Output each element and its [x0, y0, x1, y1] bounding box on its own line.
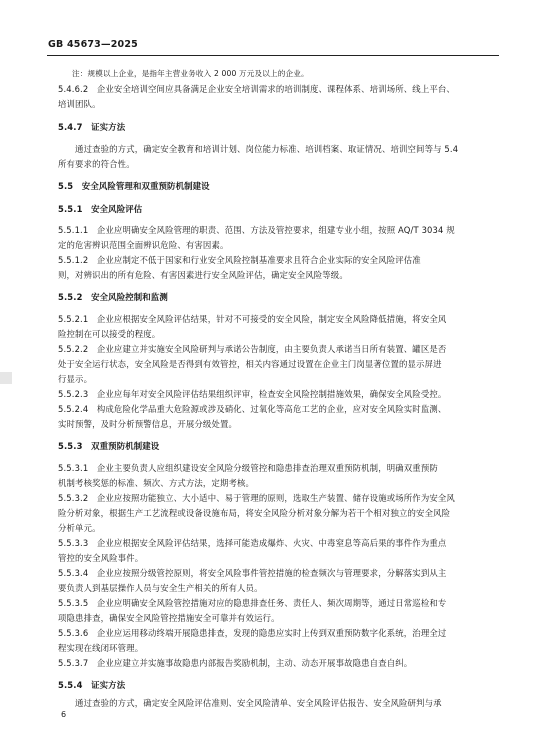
section-heading: 5.5.4 证实方法	[58, 680, 126, 690]
text-line: 5.5.3.4 企业应按照分级管控原则，将安全风险事件管控措施的检查频次与管理要求，分解落实到从主	[58, 568, 447, 578]
text-line: 处于安全运行状态，安全风险是否得到有效管控，相关内容通过设置在企业主门岗显著位置的显示屏进	[58, 359, 442, 369]
section-heading: 5.5.1 安全风险评估	[58, 204, 143, 214]
text-line: 5.5.3.2 企业应按照功能独立、大小适中、易于管理的原则，选取生产装置、储存设施或场所作为安全风	[58, 493, 455, 503]
text-line: 机制考核奖惩的标准、频次、方式方法，定期考核。	[58, 478, 255, 488]
section-heading: 5.5.2 安全风险控制和监测	[58, 292, 168, 302]
page-number: 6	[61, 710, 67, 719]
text-line: 5.5.3.6 企业应运用移动终端开展隐患排查，发现的隐患应实时上传到双重预防数字化系统，治理全过	[58, 628, 447, 638]
text-line: 培训团队。	[58, 99, 101, 109]
text-line: 通过查验的方式，确定安全教育和培训计划、岗位能力标准、培训档案、取证情况、培训空间等与 5.4	[58, 144, 459, 154]
text-line: 定的危害辨识范围全面辨识危险、有害因素。	[58, 240, 229, 250]
text-line: 管控的安全风险事件。	[58, 553, 144, 563]
text-line: 5.5.3.3 企业应根据安全风险评估结果，选择可能造成爆炸、火灾、中毒窒息等高后果的事件作为重点	[58, 538, 447, 548]
page-edge-mark	[0, 372, 12, 384]
text-line: 程实现在线闭环管理。	[58, 643, 144, 653]
text-line: 5.5.1.1 企业应明确安全风险管理的职责、范围、方法及管控要求，组建专业小组，按照 AQ/T 3034 规	[58, 225, 455, 235]
text-line: 所有要求的符合性。	[58, 159, 135, 169]
header-rule	[47, 55, 499, 56]
text-line: 则，对辨识出的所有危险、有害因素进行安全风险评估，确定安全风险等级。	[58, 270, 348, 280]
text-line: 行显示。	[58, 374, 93, 384]
text-line: 项隐患排查，确保安全风险管控措施安全可靠并有效运行。	[58, 613, 280, 623]
text-line: 要负责人到基层操作人员与安全生产相关的所有人员。	[58, 583, 263, 593]
text-line: 实时预警，及时分析预警信息，开展分级处置。	[58, 419, 238, 429]
text-line: 5.5.3.1 企业主要负责人应组织建设安全风险分级管控和隐患排查治理双重预防机制，明确双重预防	[58, 463, 438, 473]
standard-number-header: GB 45673—2025	[48, 39, 138, 50]
text-line: 5.5.2.4 构成危险化学品重大危险源或涉及硝化、过氧化等高危工艺的企业，应对安全风险实时监测、	[58, 404, 447, 414]
text-line: 5.5.3.7 企业应建立并实施事故隐患内部报告奖励机制，主动、动态开展事故隐患自查自纠。	[58, 658, 413, 668]
text-line: 险分析对象，根据生产工艺流程或设备设施布局，将安全风险分析对象分解为若干个相对独立的安全风险	[58, 508, 451, 518]
section-heading: 5.5 安全风险管理和双重预防机制建设	[58, 181, 210, 191]
text-line: 分析单元。	[58, 523, 101, 533]
text-line: 5.5.2.2 企业应建立并实施安全风险研判与承诺公告制度，由主要负责人承诺当日所有装置、罐区是否	[58, 344, 447, 354]
text-line: 通过查验的方式，确定安全风险评估准则、安全风险清单、安全风险评估报告、安全风险研判与承	[58, 698, 442, 708]
text-line: 5.5.2.3 企业应每年对安全风险评估结果组织评审，检查安全风险控制措施效果，确保安全风险受控。	[58, 389, 447, 399]
text-line: 5.5.2.1 企业应根据安全风险评估结果，针对不可接受的安全风险，制定安全风险降低措施，将安全风	[58, 314, 447, 324]
section-heading: 5.4.7 证实方法	[58, 122, 126, 132]
section-heading: 5.5.3 双重预防机制建设	[58, 441, 160, 451]
note-line: 注：规模以上企业，是指年主营业务收入 2 000 万元及以上的企业。	[72, 69, 309, 78]
text-line: 5.5.3.5 企业应明确安全风险管控措施对应的隐患排查任务、责任人、频次周期等，通过日常巡检和专	[58, 598, 447, 608]
text-line: 险控制在可以接受的程度。	[58, 329, 161, 339]
text-line: 5.5.1.2 企业应制定不低于国家和行业安全风险控制基准要求且符合企业实际的安全风险评估准	[58, 255, 421, 265]
text-line: 5.4.6.2 企业安全培训空间应具备满足企业安全培训需求的培训制度、课程体系、培训场所、线上平台、	[58, 84, 455, 94]
